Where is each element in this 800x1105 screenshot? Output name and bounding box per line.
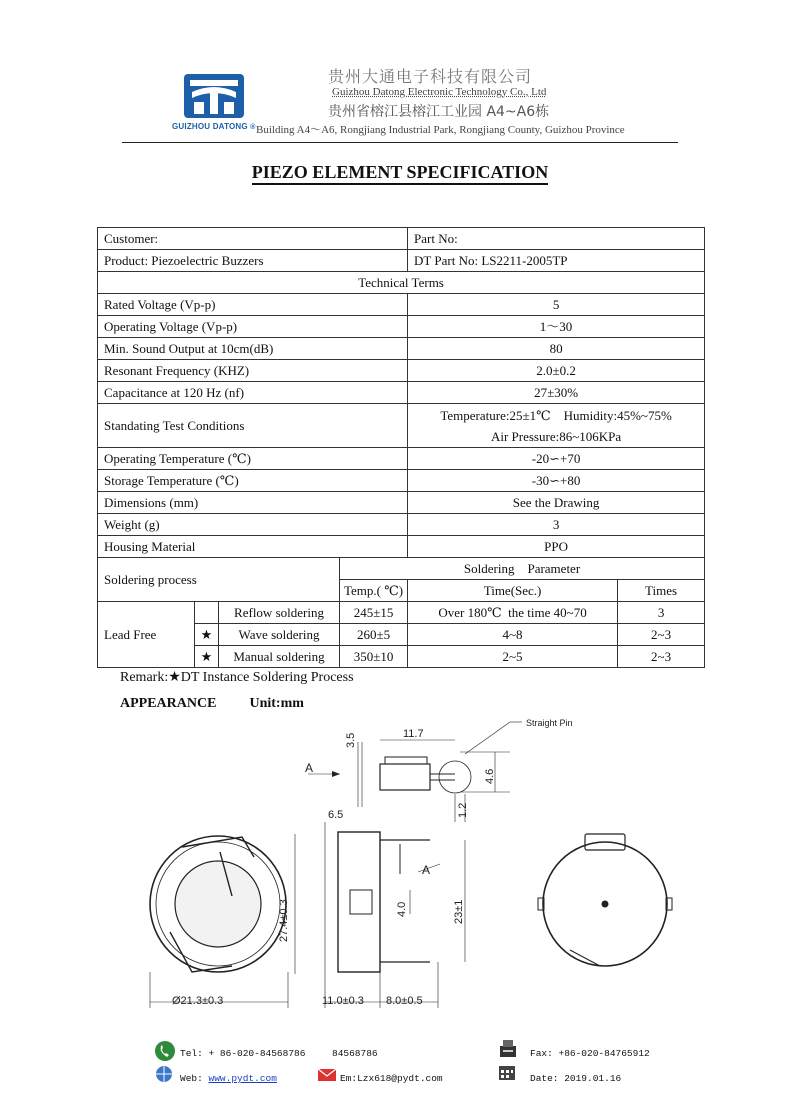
method-times: 3 xyxy=(618,602,705,624)
table-row xyxy=(98,514,705,536)
dimension-labels xyxy=(172,718,573,1007)
spec-value: -20∽+70 xyxy=(408,448,705,470)
spec-value xyxy=(408,404,705,448)
spec-label: Storage Temperature (℃) xyxy=(98,470,408,492)
section-header: Technical Terms xyxy=(98,272,705,294)
method-name: Reflow soldering xyxy=(219,602,340,624)
star-cell xyxy=(195,602,219,624)
remark: Remark:★DT Instance Soldering Process xyxy=(120,670,354,685)
spec-value: -30∽+80 xyxy=(408,470,705,492)
spec-value: 3 xyxy=(408,514,705,536)
table-row xyxy=(98,294,705,316)
spec-label: Weight (g) xyxy=(98,514,408,536)
table-row xyxy=(98,558,705,580)
dim-1-2: 1.2 xyxy=(457,802,469,818)
footer-date: Date: 2019.01.16 xyxy=(530,1073,622,1084)
appearance-title: APPEARANCE xyxy=(120,696,217,711)
table-row xyxy=(98,470,705,492)
email-icon xyxy=(316,1066,338,1084)
method-times: 2~3 xyxy=(618,624,705,646)
dim-3-5: 3.5 xyxy=(345,732,357,748)
method-temp: 245±15 xyxy=(340,602,408,624)
method-temp: 350±10 xyxy=(340,646,408,668)
table-row xyxy=(98,338,705,360)
spec-label: Standating Test Conditions xyxy=(98,404,408,448)
spec-label: Resonant Frequency (KHZ) xyxy=(98,360,408,382)
footer-tel2: 84568786 xyxy=(332,1048,378,1059)
soldering-label: Soldering process xyxy=(98,558,340,602)
col-temp-header: Temp.( ℃) xyxy=(340,580,408,602)
company-name-en: Guizhou Datong Electronic Technology Co., Ltd xyxy=(332,86,547,98)
spec-value: PPO xyxy=(408,536,705,558)
product-cell: Product: Piezoelectric Buzzers xyxy=(98,250,408,272)
col-time-header: Time(Sec.) xyxy=(408,580,618,602)
lead-free-cell: Lead Free xyxy=(98,602,195,668)
footer-fax: Fax: +86-020-84765912 xyxy=(530,1048,650,1059)
label-view-a-side: A xyxy=(422,863,431,877)
footer-web xyxy=(180,1073,277,1084)
label-view-a: A xyxy=(305,761,314,775)
spec-value: See the Drawing xyxy=(408,492,705,514)
globe-icon xyxy=(154,1064,174,1084)
calendar-icon xyxy=(497,1062,517,1082)
spec-label: Min. Sound Output at 10cm(dB) xyxy=(98,338,408,360)
soldering-parameter-header: Soldering Parameter xyxy=(340,558,705,580)
spec-table xyxy=(97,227,705,668)
table-row xyxy=(98,382,705,404)
dim-4-6: 4.6 xyxy=(484,768,496,784)
spec-value: 1～30 xyxy=(408,316,705,338)
customer-cell: Customer: xyxy=(98,228,408,250)
web-link[interactable]: www.pydt.com xyxy=(208,1073,277,1084)
dim-8-0: 8.0±0.5 xyxy=(386,995,423,1007)
fax-icon xyxy=(497,1038,519,1060)
table-row xyxy=(98,228,705,250)
appearance-heading xyxy=(120,696,304,712)
table-row xyxy=(98,448,705,470)
table-row xyxy=(98,250,705,272)
method-time: 2~5 xyxy=(408,646,618,668)
method-name: Manual soldering xyxy=(219,646,340,668)
test-conditions-line1: Temperature:25±1℃ Humidity:45%~75% xyxy=(440,407,672,423)
technical-drawing xyxy=(100,712,700,1022)
dim-4-0: 4.0 xyxy=(396,901,408,917)
header-rule xyxy=(122,142,678,143)
table-row xyxy=(98,492,705,514)
logo-label: GUIZHOU DATONG ® xyxy=(172,122,256,131)
company-name-cn: 贵州大通电子科技有限公司 xyxy=(328,67,533,86)
spec-label: Capacitance at 120 Hz (nf) xyxy=(98,382,408,404)
document-title: PIEZO ELEMENT SPECIFICATION xyxy=(0,162,800,183)
part-no-cell: Part No: xyxy=(408,228,705,250)
unit-label: Unit:mm xyxy=(249,696,304,711)
method-times: 2~3 xyxy=(618,646,705,668)
dim-11-0: 11.0±0.3 xyxy=(322,995,364,1007)
star-cell: ★ xyxy=(195,646,219,668)
dt-part-no-cell: DT Part No: LS2211-2005TP xyxy=(408,250,705,272)
address-cn: 贵州省榕江县榕江工业园 A4~A6栋 xyxy=(328,104,550,120)
phone-icon xyxy=(154,1040,176,1062)
spec-value: 80 xyxy=(408,338,705,360)
spec-label: Dimensions (mm) xyxy=(98,492,408,514)
star-cell: ★ xyxy=(195,624,219,646)
method-name: Wave soldering xyxy=(219,624,340,646)
spec-label: Rated Voltage (Vp-p) xyxy=(98,294,408,316)
spec-label: Operating Temperature (℃) xyxy=(98,448,408,470)
dim-11-7: 11.7 xyxy=(403,728,424,740)
table-row xyxy=(98,536,705,558)
back-view xyxy=(538,834,672,966)
front-view xyxy=(150,834,295,1008)
web-label: Web: xyxy=(180,1073,203,1084)
label-straight-pin: Straight Pin xyxy=(526,718,573,728)
test-conditions-line2: Air Pressure:86~106KPa xyxy=(490,428,622,444)
side-view xyxy=(325,822,465,1008)
table-row xyxy=(98,404,705,448)
footer-email[interactable]: Em:Lzx618@pydt.com xyxy=(340,1073,443,1084)
dim-27-4: 27.4±0.3 xyxy=(278,899,290,942)
table-row xyxy=(98,360,705,382)
method-time: 4~8 xyxy=(408,624,618,646)
dim-6-5: 6.5 xyxy=(328,809,344,821)
table-row xyxy=(98,316,705,338)
footer-tel: Tel: + 86-020-84568786 xyxy=(180,1048,306,1059)
table-row xyxy=(98,272,705,294)
dim-21-3: Ø21.3±0.3 xyxy=(172,995,224,1007)
method-time: Over 180℃ the time 40~70 xyxy=(408,602,618,624)
spec-label: Housing Material xyxy=(98,536,408,558)
company-logo xyxy=(182,72,246,120)
address-en: Building A4～A6, Rongjiang Industrial Park, Rongjiang County, Guizhou Province xyxy=(256,124,625,136)
col-times-header: Times xyxy=(618,580,705,602)
method-temp: 260±5 xyxy=(340,624,408,646)
table-row xyxy=(98,602,705,624)
spec-value: 27±30% xyxy=(408,382,705,404)
dim-23: 23±1 xyxy=(453,899,465,924)
spec-value: 5 xyxy=(408,294,705,316)
spec-label: Operating Voltage (Vp-p) xyxy=(98,316,408,338)
spec-value: 2.0±0.2 xyxy=(408,360,705,382)
